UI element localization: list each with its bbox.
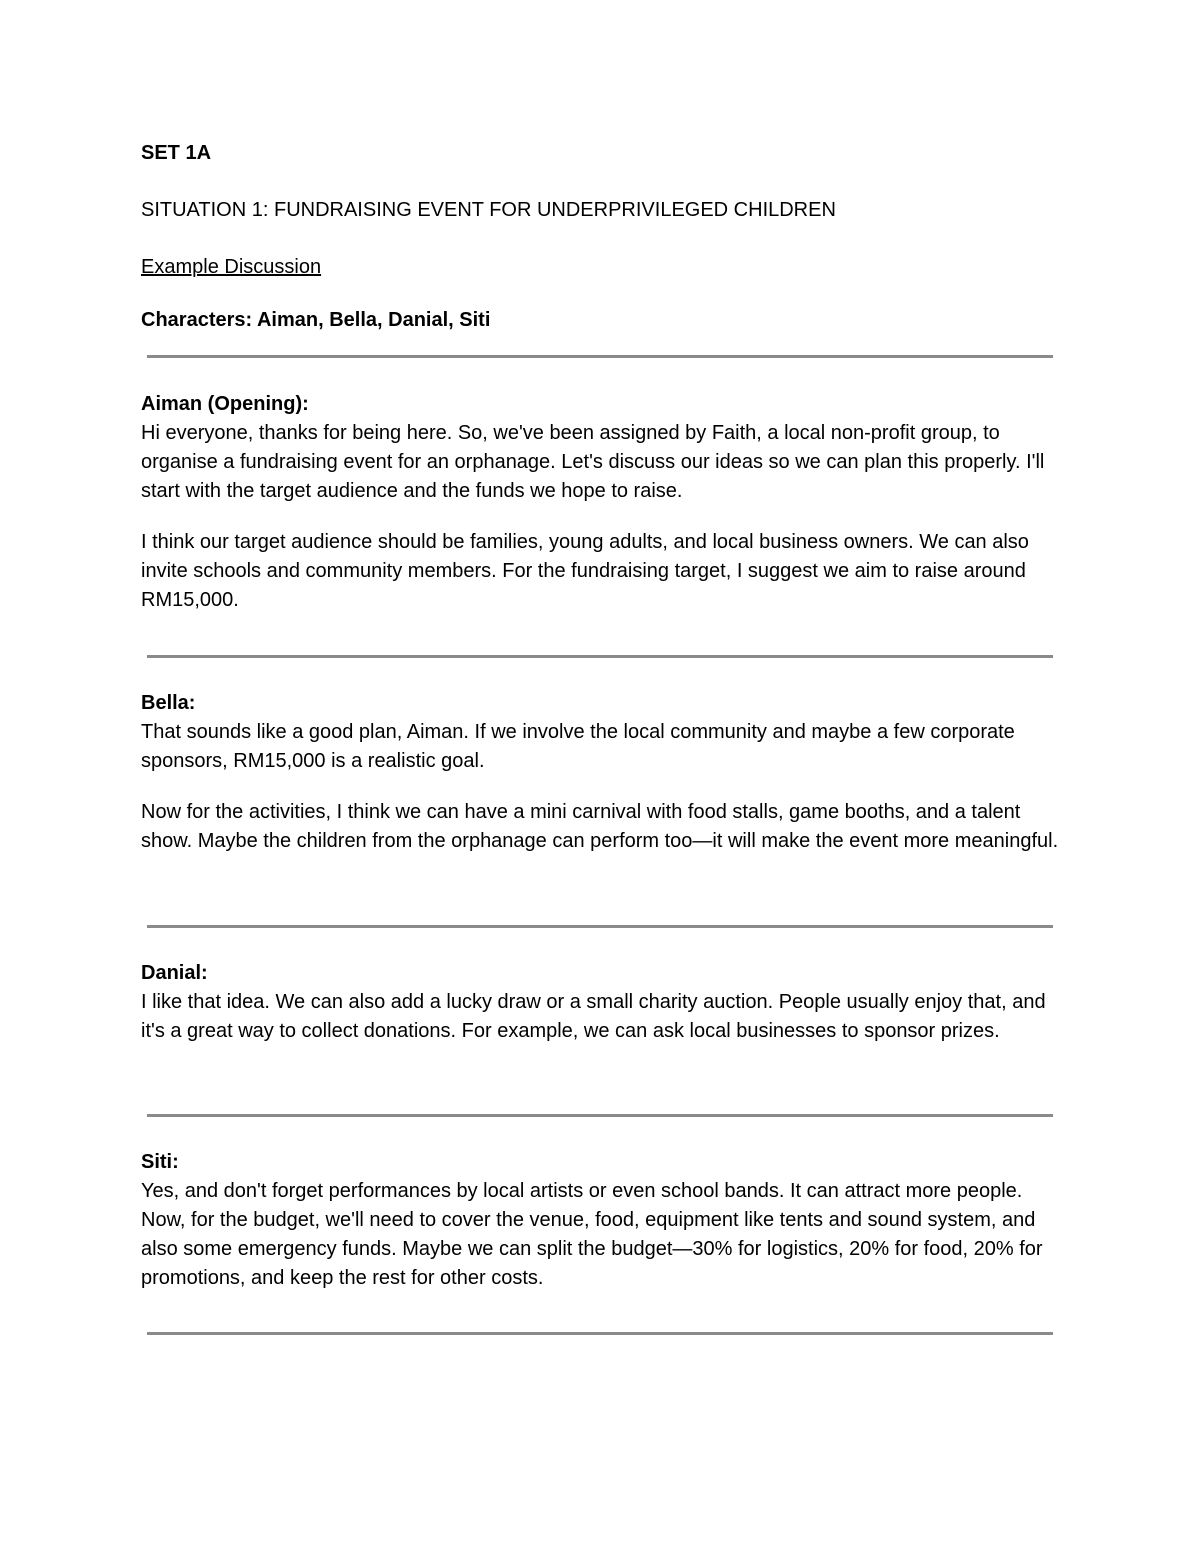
dialogue-paragraph: Now for the activities, I think we can have a mini carnival with food stalls, game booths, and a talent show. Maybe the children from the orphanage can perform too—it will make the event more meaningful. (141, 801, 1059, 852)
speaker-label: Bella: (141, 692, 196, 714)
speaker-label: Aiman (Opening): (141, 393, 309, 415)
dialogue-paragraph: Yes, and don't forget performances by local artists or even school bands. It can attract more people. Now, for the budget, we'll need to cover the venue, food, equipment like tents and sound system, and also some emergency funds. Maybe we can split the budget—30% for logistics, 20% for food, 20% for promotions, and keep the rest for other costs. (141, 1180, 1043, 1289)
speaker-label: Siti: (141, 1151, 179, 1173)
example-discussion-heading: Example Discussion (141, 256, 322, 278)
divider (147, 1114, 1053, 1117)
section-danial (141, 959, 1061, 1046)
set-title: SET 1A (141, 142, 212, 164)
divider (147, 1332, 1053, 1335)
characters-line: Characters: Aiman, Bella, Danial, Siti (141, 309, 491, 331)
dialogue-paragraph: I like that idea. We can also add a lucky draw or a small charity auction. People usually enjoy that, and it's a great way to collect donations. For example, we can ask local businesses to sponsor prizes. (141, 991, 1046, 1042)
section-siti (141, 1148, 1061, 1293)
section-bella (141, 689, 1061, 856)
divider (147, 355, 1053, 358)
dialogue-paragraph: That sounds like a good plan, Aiman. If we involve the local community and maybe a few corporate sponsors, RM15,000 is a realistic goal. (141, 721, 1015, 772)
divider (147, 925, 1053, 928)
situation-title: SITUATION 1: FUNDRAISING EVENT FOR UNDERPRIVILEGED CHILDREN (141, 199, 836, 221)
divider (147, 655, 1053, 658)
dialogue-paragraph: Hi everyone, thanks for being here. So, we've been assigned by Faith, a local non-profit group, to organise a fundraising event for an orphanage. Let's discuss our ideas so we can plan this properly. I'll start with the target audience and the funds we hope to raise. (141, 422, 1045, 502)
speaker-label: Danial: (141, 962, 208, 984)
section-aiman (141, 390, 1061, 615)
dialogue-paragraph: I think our target audience should be families, young adults, and local business owners. We can also invite schools and community members. For the fundraising target, I suggest we aim to raise around RM15,000. (141, 531, 1029, 611)
